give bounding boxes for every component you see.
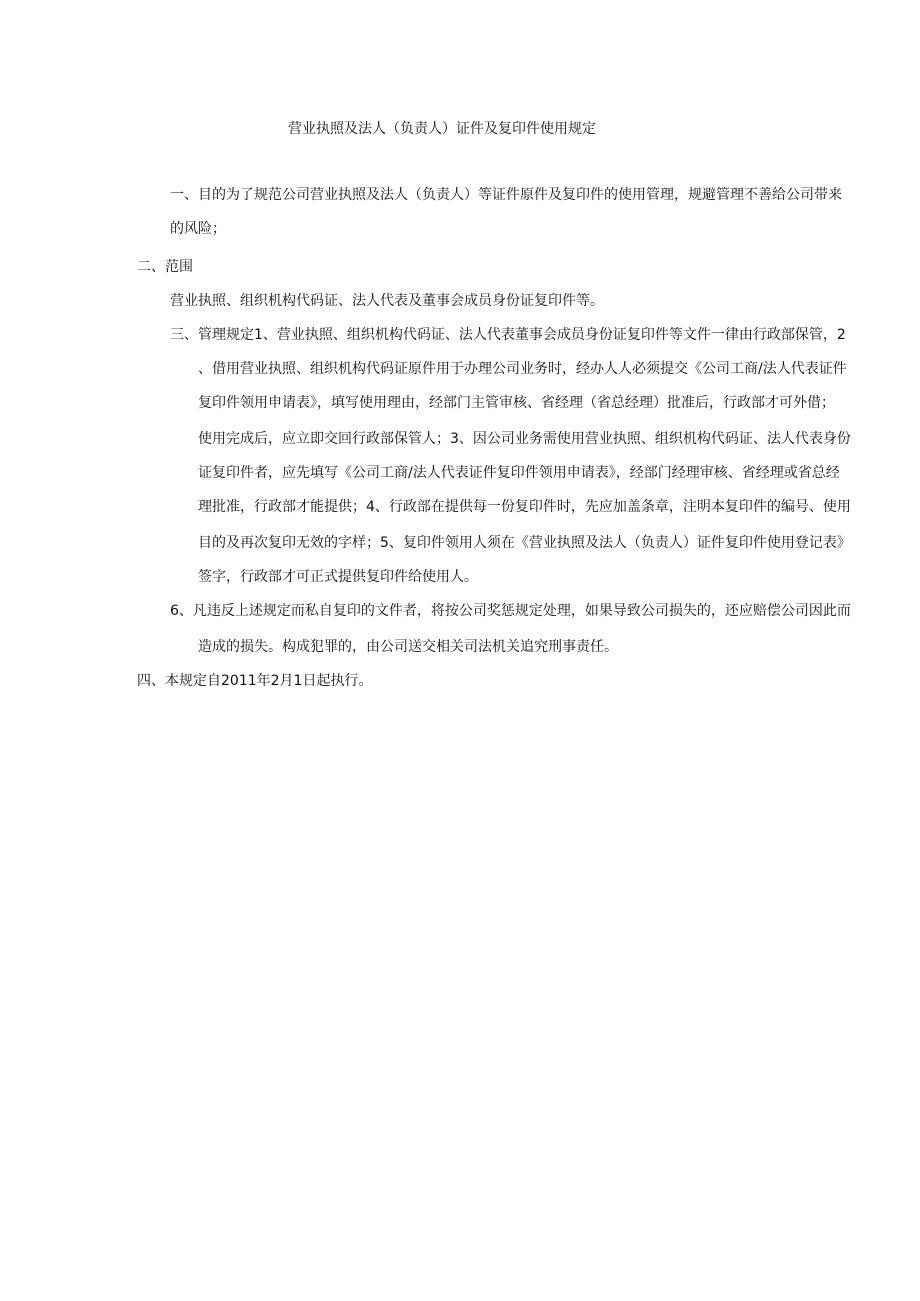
section-2-heading: 二、范围 [137,259,193,275]
section-4-line: 四、本规定自2011年2月1日起执行。 [137,673,373,689]
section-3-line-4: 使用完成后，应立即交回行政部保管人；3、因公司业务需使用营业执照、组织机构代码证、法人代表身份 [198,431,851,447]
section-3-line-2: 、借用营业执照、组织机构代码证原件用于办理公司业务时，经办人人必须提交《公司工商/法人代表证件 [198,361,847,377]
section-3-item-6-line-2: 造成的损失。构成犯罪的，由公司送交相关司法机关追究刑事责任。 [198,639,618,655]
section-3-line-8: 签字，行政部才可正式提供复印件给使用人。 [198,569,478,585]
document-title: 营业执照及法人（负责人）证件及复印件使用规定 [288,121,596,137]
section-3-line-7: 目的及再次复印无效的字样；5、复印件领用人须在《营业执照及法人（负责人）证件复印件使用登记表》 [198,535,851,551]
section-3-line-1: 三、管理规定1、营业执照、组织机构代码证、法人代表董事会成员身份证复印件等文件一律由行政部保管，2 [170,327,846,343]
section-3-line-5: 证复印件者，应先填写《公司工商/法人代表证件复印件领用申请表》，经部门经理审核、省经理或省总经 [198,465,840,481]
section-3-item-6-line-1: 6、凡违反上述规定而私自复印的文件者，将按公司奖惩规定处理，如果导致公司损失的，还应赔偿公司因此而 [170,603,851,619]
section-2-body: 营业执照、组织机构代码证、法人代表及董事会成员身份证复印件等。 [170,293,604,309]
section-1-line-2: 的风险； [170,221,226,237]
section-3-line-6: 理批准，行政部才能提供；4、行政部在提供每一份复印件时，先应加盖条章，注明本复印件的编号、使用 [198,499,851,515]
section-3-line-3: 复印件领用申请表》，填写使用理由，经部门主管审核、省经理（省总经理）批准后，行政部才可外借； [198,395,835,411]
section-1-line-1: 一、目的为了规范公司营业执照及法人（负责人）等证件原件及复印件的使用管理，规避管理不善给公司带来 [170,187,842,203]
